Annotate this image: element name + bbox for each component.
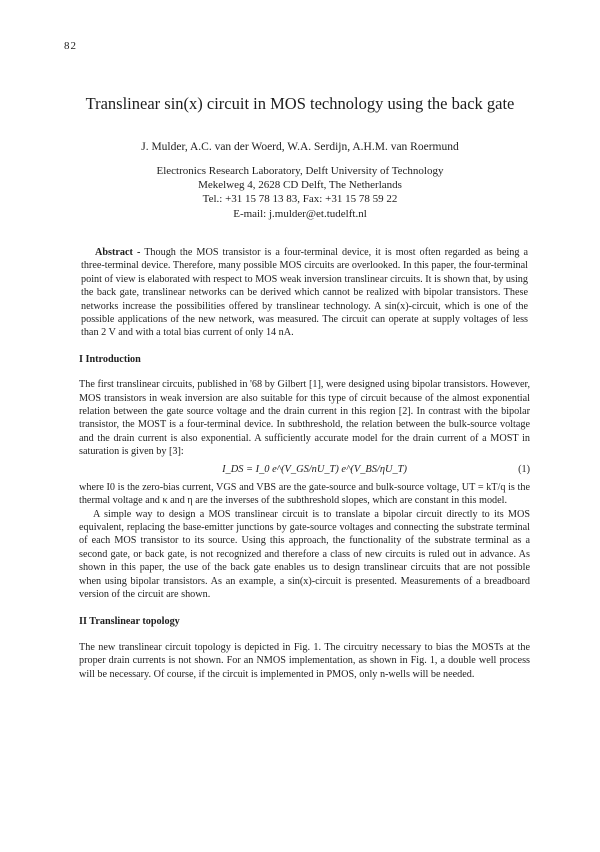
paper-title: Translinear sin(x) circuit in MOS technology using the back gate [85,94,515,113]
affiliation-phone: Tel.: +31 15 78 13 83, Fax: +31 15 78 59 22 [202,193,398,206]
abstract-text: Though the MOS transistor is a four-terminal device, it is most often regarded as being a three-terminal device. Therefore, many possible MOS circuits are overlooked. In this paper, the four-terminal point of view is elaborated with respect to MOS weak inversion translinear circuits. It is shown that, by using the back gate, translinear networks can be derived which cannot be realized with bipolar transistors. These networks increase the possibilities offered by translinear technology. A sin(x)-circuit, which is one of the possible applications of the new network, was measured. The circuit can operate at supply voltages of less than 2 V and with a total bias current of only 14 nA. [81,247,528,339]
equation-body: I_DS = I_0 e^(V_GS/nU_T) e^(V_BS/ηU_T) [222,463,407,475]
page-number: 82 [64,40,77,52]
topology-paragraph-1: The new translinear circuit topology is depicted in Fig. 1. The circuitry necessary to bias the MOSTs at the proper drain currents is not shown. For an NMOS implementation, as shown in Fig. 1, a double well process will be necessary. Of course, if the circuit is implemented in PMOS, only n-wells will be needed. [79,641,530,680]
equation-number: (1) [518,463,530,475]
affiliation-email: E-mail: j.mulder@et.tudelft.nl [233,207,367,220]
intro-paragraph-3: A simple way to design a MOS translinear circuit is to translate a bipolar circuit directly to its MOS equivalent, replacing the base-emitter junctions by gate-source voltages and connecting the substrate terminal of each MOS transistor to its source. Using this approach, the functionality of the substrate terminal as a second gate, or back gate, is not recognized and therefore a class of new circuits is ruled out in advance. As shown in this paper, the use of the back gate enables us to design translinear circuits that are not possible when using bipolar transistors. As an example, a sin(x)-circuit is presented. Measurements of a breadboard version of the circuit are shown. [79,508,530,600]
abstract-label: Abstract - [95,247,141,258]
abstract [79,246,530,340]
intro-paragraph-1: The first translinear circuits, published in '68 by Gilbert [1], were designed using bipolar transistors. However, MOS transistors in weak inversion are also suitable for this type of circuit because of the almost exponential relation between the gate source voltage and the drain current in this region [2]. In contrast with the bipolar transistor, the MOST is a four-terminal device. In subthreshold, the relation between the bulk-source voltage and the drain current is also exponential. A sufficiently accurate model for the drain current of a MOST in saturation is given by [3]: [79,379,530,458]
author-list: J. Mulder, A.C. van der Woerd, W.A. Serdijn, A.H.M. van Roermund [141,141,459,153]
affiliation-line: Electronics Research Laboratory, Delft University of Technology [156,165,444,177]
affiliation-block [0,164,600,221]
body-content [79,246,530,681]
intro-paragraph-2: where I0 is the zero-bias current, VGS and VBS are the gate-source and bulk-source voltage, UT = kT/q is the thermal voltage and κ and η are the inverses of the subthreshold slopes, which are constant in this model. [79,481,530,507]
affiliation-address: Mekelweg 4, 2628 CD Delft, The Netherlands [198,179,402,192]
section-heading-introduction: I Introduction [79,353,141,365]
section-heading-translinear-topology: II Translinear topology [79,616,180,628]
equation-1 [79,460,530,480]
